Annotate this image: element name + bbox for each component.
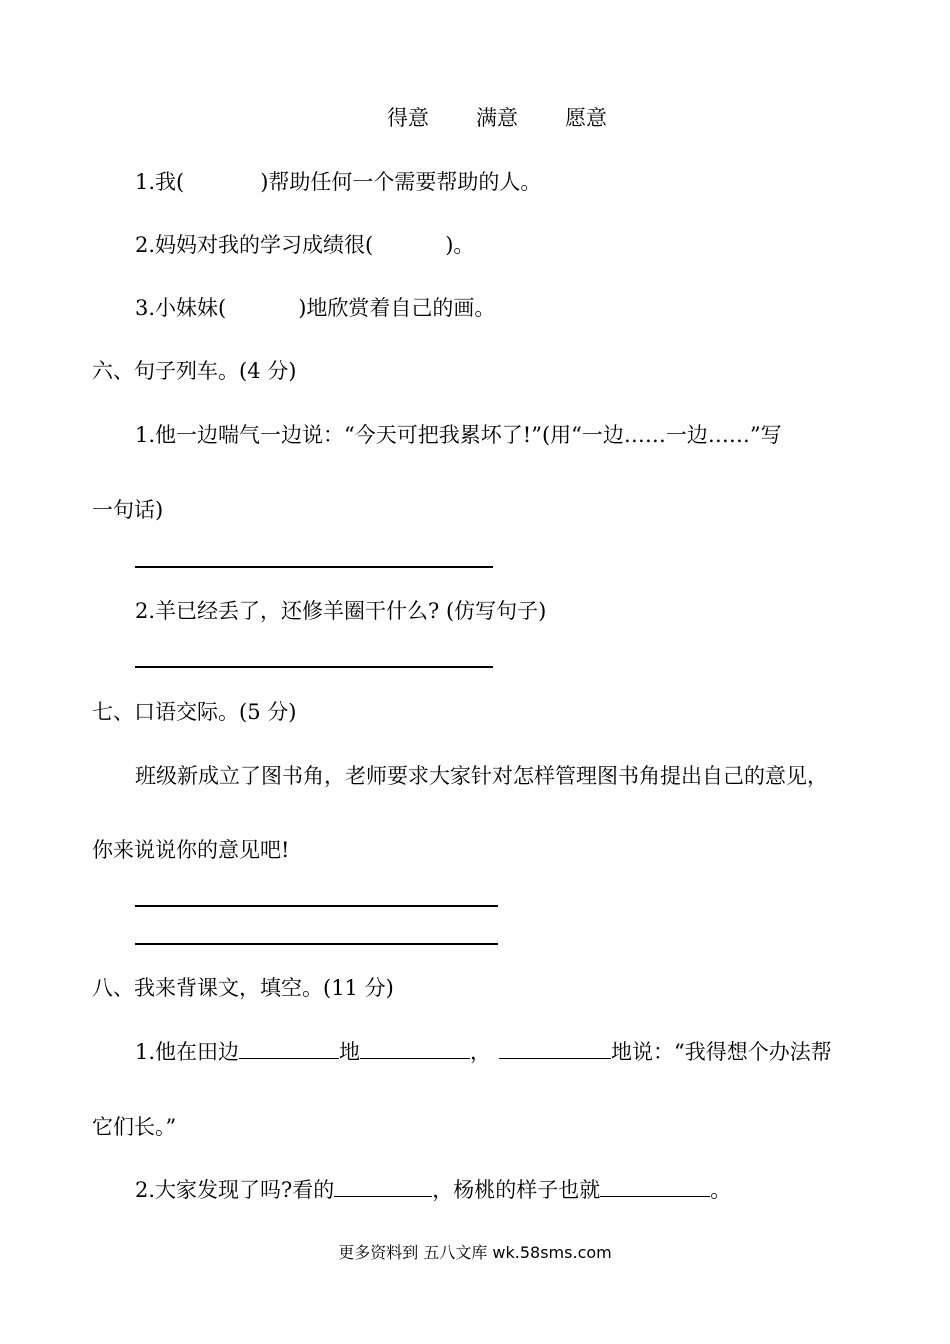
fill-item-text: )。 bbox=[445, 233, 475, 257]
section-heading: 六、句子列车。(4 分) bbox=[92, 359, 297, 383]
question-text-part: 2.大家发现了吗?看的 bbox=[135, 1178, 335, 1202]
question-text-part: 1.他在田边 bbox=[135, 1040, 240, 1064]
section-heading: 七、口语交际。(5 分) bbox=[92, 700, 297, 724]
fill-item-1 bbox=[135, 168, 541, 196]
question-text-part: ，杨桃的样子也就 bbox=[432, 1178, 601, 1202]
question-text-part: ， bbox=[470, 1040, 492, 1064]
answer-blank[interactable] bbox=[600, 1176, 710, 1197]
question-text bbox=[135, 1176, 731, 1204]
answer-blank[interactable] bbox=[334, 1176, 432, 1197]
question-text: 2.羊已经丢了，还修羊圈干什么? (仿写句子) bbox=[135, 599, 547, 623]
section-heading: 八、我来背课文，填空。(11 分) bbox=[92, 976, 394, 1000]
footer-watermark: 更多资料到 五八文库 wk.58sms.com bbox=[338, 1243, 612, 1262]
question-text bbox=[135, 1038, 832, 1066]
paragraph-text: 你来说说你的意见吧! bbox=[92, 838, 290, 862]
paragraph-text: 班级新成立了图书角，老师要求大家针对怎样管理图书角提出自己的意见， bbox=[135, 764, 828, 788]
word-bank-item: 得意 bbox=[387, 106, 429, 130]
answer-blank[interactable] bbox=[499, 1038, 611, 1059]
answer-blank[interactable] bbox=[239, 1038, 339, 1059]
question-text-part: 。 bbox=[710, 1178, 732, 1202]
word-bank-item: 满意 bbox=[476, 106, 518, 130]
question-text: 一句话) bbox=[92, 498, 164, 522]
fill-item-text: )地欣赏着自己的画。 bbox=[298, 296, 496, 320]
answer-line[interactable] bbox=[135, 943, 498, 945]
word-bank-item: 愿意 bbox=[565, 106, 607, 130]
answer-line[interactable] bbox=[135, 666, 493, 668]
fill-item-text: 3.小妹妹( bbox=[135, 296, 227, 320]
fill-item-2 bbox=[135, 231, 474, 259]
fill-item-text: 1.我( bbox=[135, 170, 185, 194]
answer-line[interactable] bbox=[135, 905, 498, 907]
answer-line[interactable] bbox=[135, 566, 493, 568]
fill-item-3 bbox=[135, 294, 495, 322]
answer-blank[interactable] bbox=[360, 1038, 470, 1059]
question-text-part: 地说：“我得想个办法帮 bbox=[611, 1040, 832, 1064]
fill-item-text: 2.妈妈对我的学习成绩很( bbox=[135, 233, 374, 257]
question-text: 它们长。” bbox=[92, 1115, 177, 1139]
fill-item-text: )帮助任何一个需要帮助的人。 bbox=[260, 170, 542, 194]
question-text: 1.他一边喘气一边说：“今天可把我累坏了!”(用“一边……一边……”写 bbox=[135, 423, 782, 447]
question-text-part: 地 bbox=[339, 1040, 361, 1064]
